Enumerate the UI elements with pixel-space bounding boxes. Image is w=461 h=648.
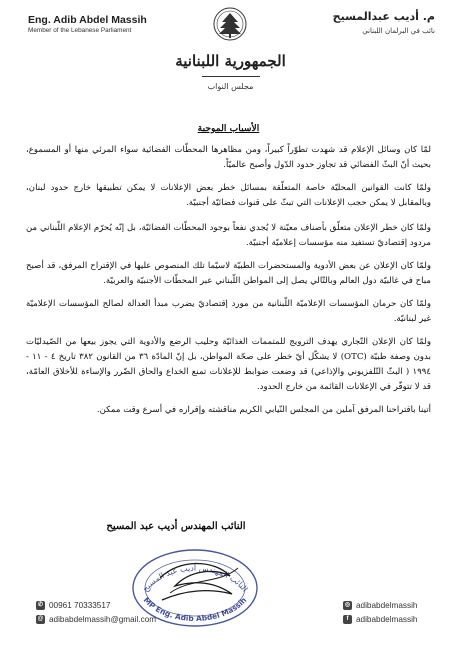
paragraph: ولمّا كان حرمان المؤسسات الإعلاميّة اللّبنانية من مورد إقتصاديّ يضرب مبدأ العدالة لصالح المؤسسات الإعلاميّة غير لبنانيّة.	[26, 299, 431, 324]
instagram-icon: ◎	[344, 602, 351, 608]
email-address: adibabdelmassih@gmail.com	[49, 615, 157, 624]
letterhead	[0, 0, 461, 112]
paragraph: ولمّا كان الإعلان التّجاري يهدف الترويج للمتممات الغذائيّة وحليب الرضع والأدوية التي يجوز بيعها من الصّيدليّات بدون وصفة طبيّة (OTC) لا يشكّل أيّ خطر على صحّة المواطن، بل إنّ المادّة ٣٦ من القانون ٣٨٢ تاريخ ٤ - ١١ - ١٩٩٤ ( البثّ التّلفزيوني والإذاعي) قد وضعت ضوابط للإعلانات تمنع الخداع والحاق الضّرر والإساءة للأخلاق العامّة، قد لا تتوفّر في الإعلانات القائمة من خارج الحدود.	[26, 337, 431, 392]
paragraph: ولمّا كان الإعلان عن بعض الأدوية والمستحضرات الطبيّة لاسيّما تلك المنصوص عليها في الإقتراح المرفق، قد أصبح مباح في غالبيّة دول العالم وبالتّالي يصل إلى المواطن اللّبناني عبر المحطّات الأجنبيّة والعربيّة.	[26, 261, 431, 286]
svg-text:النائب المهندس أديب عبد المسيح	[141, 563, 250, 594]
title-divider	[202, 76, 260, 77]
english-subtitle: Member of the Lebanese Parliament	[28, 27, 132, 34]
republic-title: الجمهورية اللبنانية	[175, 52, 286, 70]
phone-contact[interactable]	[36, 601, 110, 610]
footer	[0, 598, 461, 638]
signature-line: النائب المهندس أديب عبد المسيح	[106, 521, 246, 532]
arabic-name: م. أديب عبدالمسيح	[332, 10, 435, 23]
instagram-contact[interactable]	[343, 601, 417, 610]
phone-number: 00961 70333517	[49, 601, 111, 610]
stamp-english-text: MP Eng. Adib Abdel Massih	[141, 595, 249, 624]
email-icon: @	[37, 616, 44, 622]
stamp-arabic-text: النائب المهندس أديب عبد المسيح	[140, 563, 250, 594]
document-title: الأسباب الموجبة	[197, 123, 260, 134]
paragraph: لمّا كان وسائل الإعلام قد شهدت تطوّراً كبيراً، ومن مظاهرها المحطّات الفضائية سواء المرئي منها أو المسموع، بحيث أنّ البثّ الفضائي قد تجاوز حدود الدّول وأصبح عالميّاً.	[26, 145, 431, 170]
email-contact[interactable]	[36, 615, 156, 624]
phone-icon: ✆	[37, 602, 44, 608]
parliament-label: مجلس النواب	[207, 82, 254, 91]
paragraph: ولمّا كانت القوانين المحليّة خاصة المتعلّقة بمسائل خطر بعض الإعلانات لا يمكن تطبيقها خارج حدود لبنان، وبالمقابل لا يمكن حجب الإعلانات التي تبثّ على قنوات فضائيّة أجنبيّة.	[26, 183, 431, 208]
facebook-contact[interactable]	[343, 615, 417, 624]
facebook-handle: adibabdelmassih	[356, 615, 418, 624]
document-body	[26, 121, 431, 426]
cedar-emblem-icon	[212, 6, 248, 44]
paragraph: أتينا باقتراحنا المرفق آملين من المجلس النّيابي الكريم مناقشته وإقراره في أسرع وقت ممكن.	[96, 405, 431, 415]
arabic-subtitle: نائب في البرلمان اللبناني	[362, 27, 435, 35]
english-name: Eng. Adib Abdel Massih	[28, 14, 147, 26]
facebook-icon: f	[343, 615, 352, 624]
paragraph: ولمّا كان خطر الإعلان متعلّق بأصناف معيّنة لا يُجدي نفعاً بوجود المحطّات الفضائيّة، بل إنّه يُحرّم الإعلام اللّبناني من مردود إقتصاديّ تستفيد منه مؤسسات إعلاميّة أجنبيّة.	[26, 223, 431, 248]
instagram-handle: adibabdelmassih	[356, 601, 418, 610]
